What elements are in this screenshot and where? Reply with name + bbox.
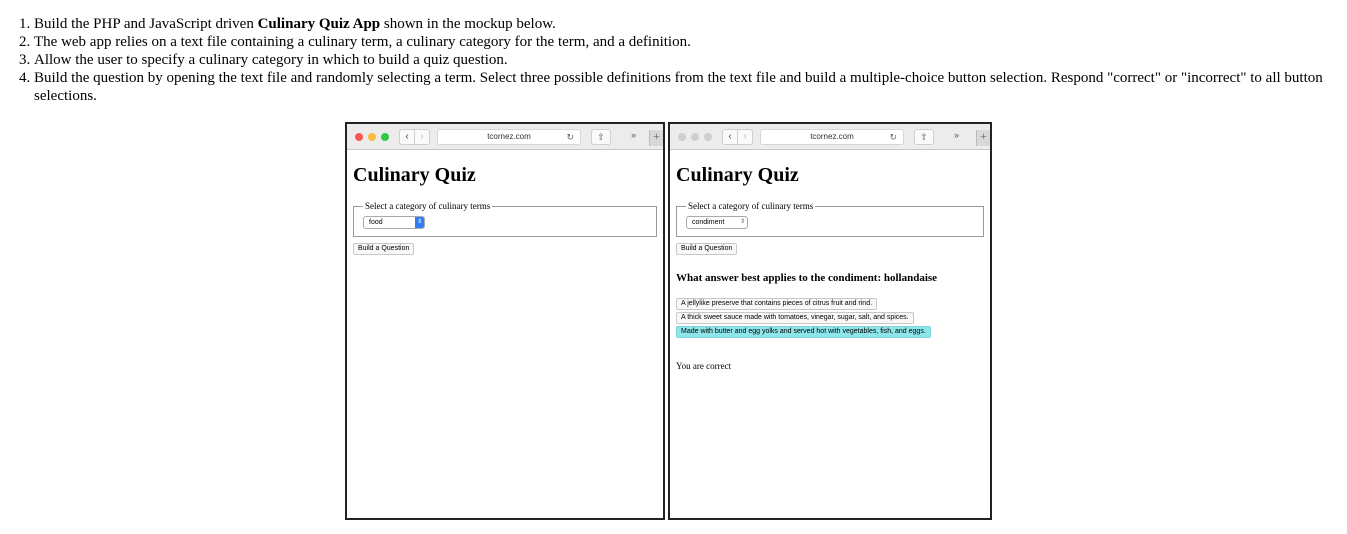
- select-arrows-icon: ⇕: [739, 219, 746, 225]
- instruction-item: 2. The web app relies on a text file containing a culinary term, a culinary category for the term, and a definition.: [34, 33, 1347, 51]
- url-text: tcornez.com: [487, 132, 531, 141]
- zoom-window-icon[interactable]: [381, 133, 389, 141]
- answer-choices: [676, 298, 984, 338]
- category-selected-value: condiment: [692, 219, 725, 226]
- build-question-button[interactable]: Build a Question: [353, 243, 414, 255]
- back-icon[interactable]: ‹: [399, 129, 415, 145]
- page-title: Culinary Quiz: [676, 164, 799, 186]
- reload-icon[interactable]: ↻: [889, 132, 897, 142]
- quiz-question: What answer best applies to the condiment: hollandaise: [676, 272, 938, 284]
- new-tab-icon[interactable]: +: [976, 130, 990, 146]
- instruction-item: 3. Allow the user to specify a culinary category in which to build a quiz question.: [34, 51, 1347, 69]
- browser-toolbar: [347, 124, 663, 150]
- page-content: [670, 164, 990, 371]
- nav-buttons: [722, 129, 753, 145]
- answer-choice-button[interactable]: A thick sweet sauce made with tomatoes, vinegar, sugar, salt, and spices.: [676, 312, 914, 324]
- category-select[interactable]: [686, 216, 748, 229]
- instructions-list: [0, 15, 1347, 105]
- category-selected-value: food: [369, 219, 383, 226]
- category-select[interactable]: [363, 216, 425, 229]
- more-icon[interactable]: »: [631, 130, 637, 140]
- new-tab-icon[interactable]: +: [649, 130, 663, 146]
- browser-window-answered: [668, 122, 992, 520]
- answer-choice-button-selected[interactable]: Made with butter and egg yolks and served hot with vegetables, fish, and eggs.: [676, 326, 931, 338]
- category-legend: Select a category of culinary terms: [688, 201, 814, 211]
- answer-choice-button[interactable]: A jellylike preserve that contains pieces of citrus fruit and rind.: [676, 298, 877, 310]
- close-window-icon[interactable]: [678, 133, 686, 141]
- browser-toolbar: [670, 124, 990, 150]
- category-fieldset: [353, 201, 657, 237]
- minimize-window-icon[interactable]: [691, 133, 699, 141]
- share-icon[interactable]: ⇧: [914, 129, 934, 145]
- window-controls: [678, 133, 712, 141]
- browser-window-initial: [345, 122, 665, 520]
- instruction-item: 1. Build the PHP and JavaScript driven Culinary Quiz App shown in the mockup below.: [34, 15, 1347, 33]
- share-icon[interactable]: ⇧: [591, 129, 611, 145]
- address-bar[interactable]: [437, 129, 581, 145]
- more-icon[interactable]: »: [954, 130, 960, 140]
- forward-icon[interactable]: ›: [415, 129, 430, 145]
- reload-icon[interactable]: ↻: [566, 132, 574, 142]
- zoom-window-icon[interactable]: [704, 133, 712, 141]
- build-question-button[interactable]: Build a Question: [676, 243, 737, 255]
- page-content: [347, 164, 663, 255]
- minimize-window-icon[interactable]: [368, 133, 376, 141]
- window-controls: [355, 133, 389, 141]
- category-legend: Select a category of culinary terms: [365, 201, 491, 211]
- forward-icon[interactable]: ›: [738, 129, 753, 145]
- address-bar[interactable]: [760, 129, 904, 145]
- url-text: tcornez.com: [810, 132, 854, 141]
- page-title: Culinary Quiz: [353, 164, 476, 186]
- nav-buttons: [399, 129, 430, 145]
- select-arrows-icon: ⇕: [415, 217, 424, 228]
- back-icon[interactable]: ‹: [722, 129, 738, 145]
- category-fieldset: [676, 201, 984, 237]
- result-message: You are correct: [676, 361, 732, 371]
- close-window-icon[interactable]: [355, 133, 363, 141]
- instruction-item: 4. Build the question by opening the text file and randomly selecting a term. Select three possible definitions from the text file and build a multiple-choice button selection. Respond "correct" or "incorrect" to all button selections.: [34, 69, 1347, 105]
